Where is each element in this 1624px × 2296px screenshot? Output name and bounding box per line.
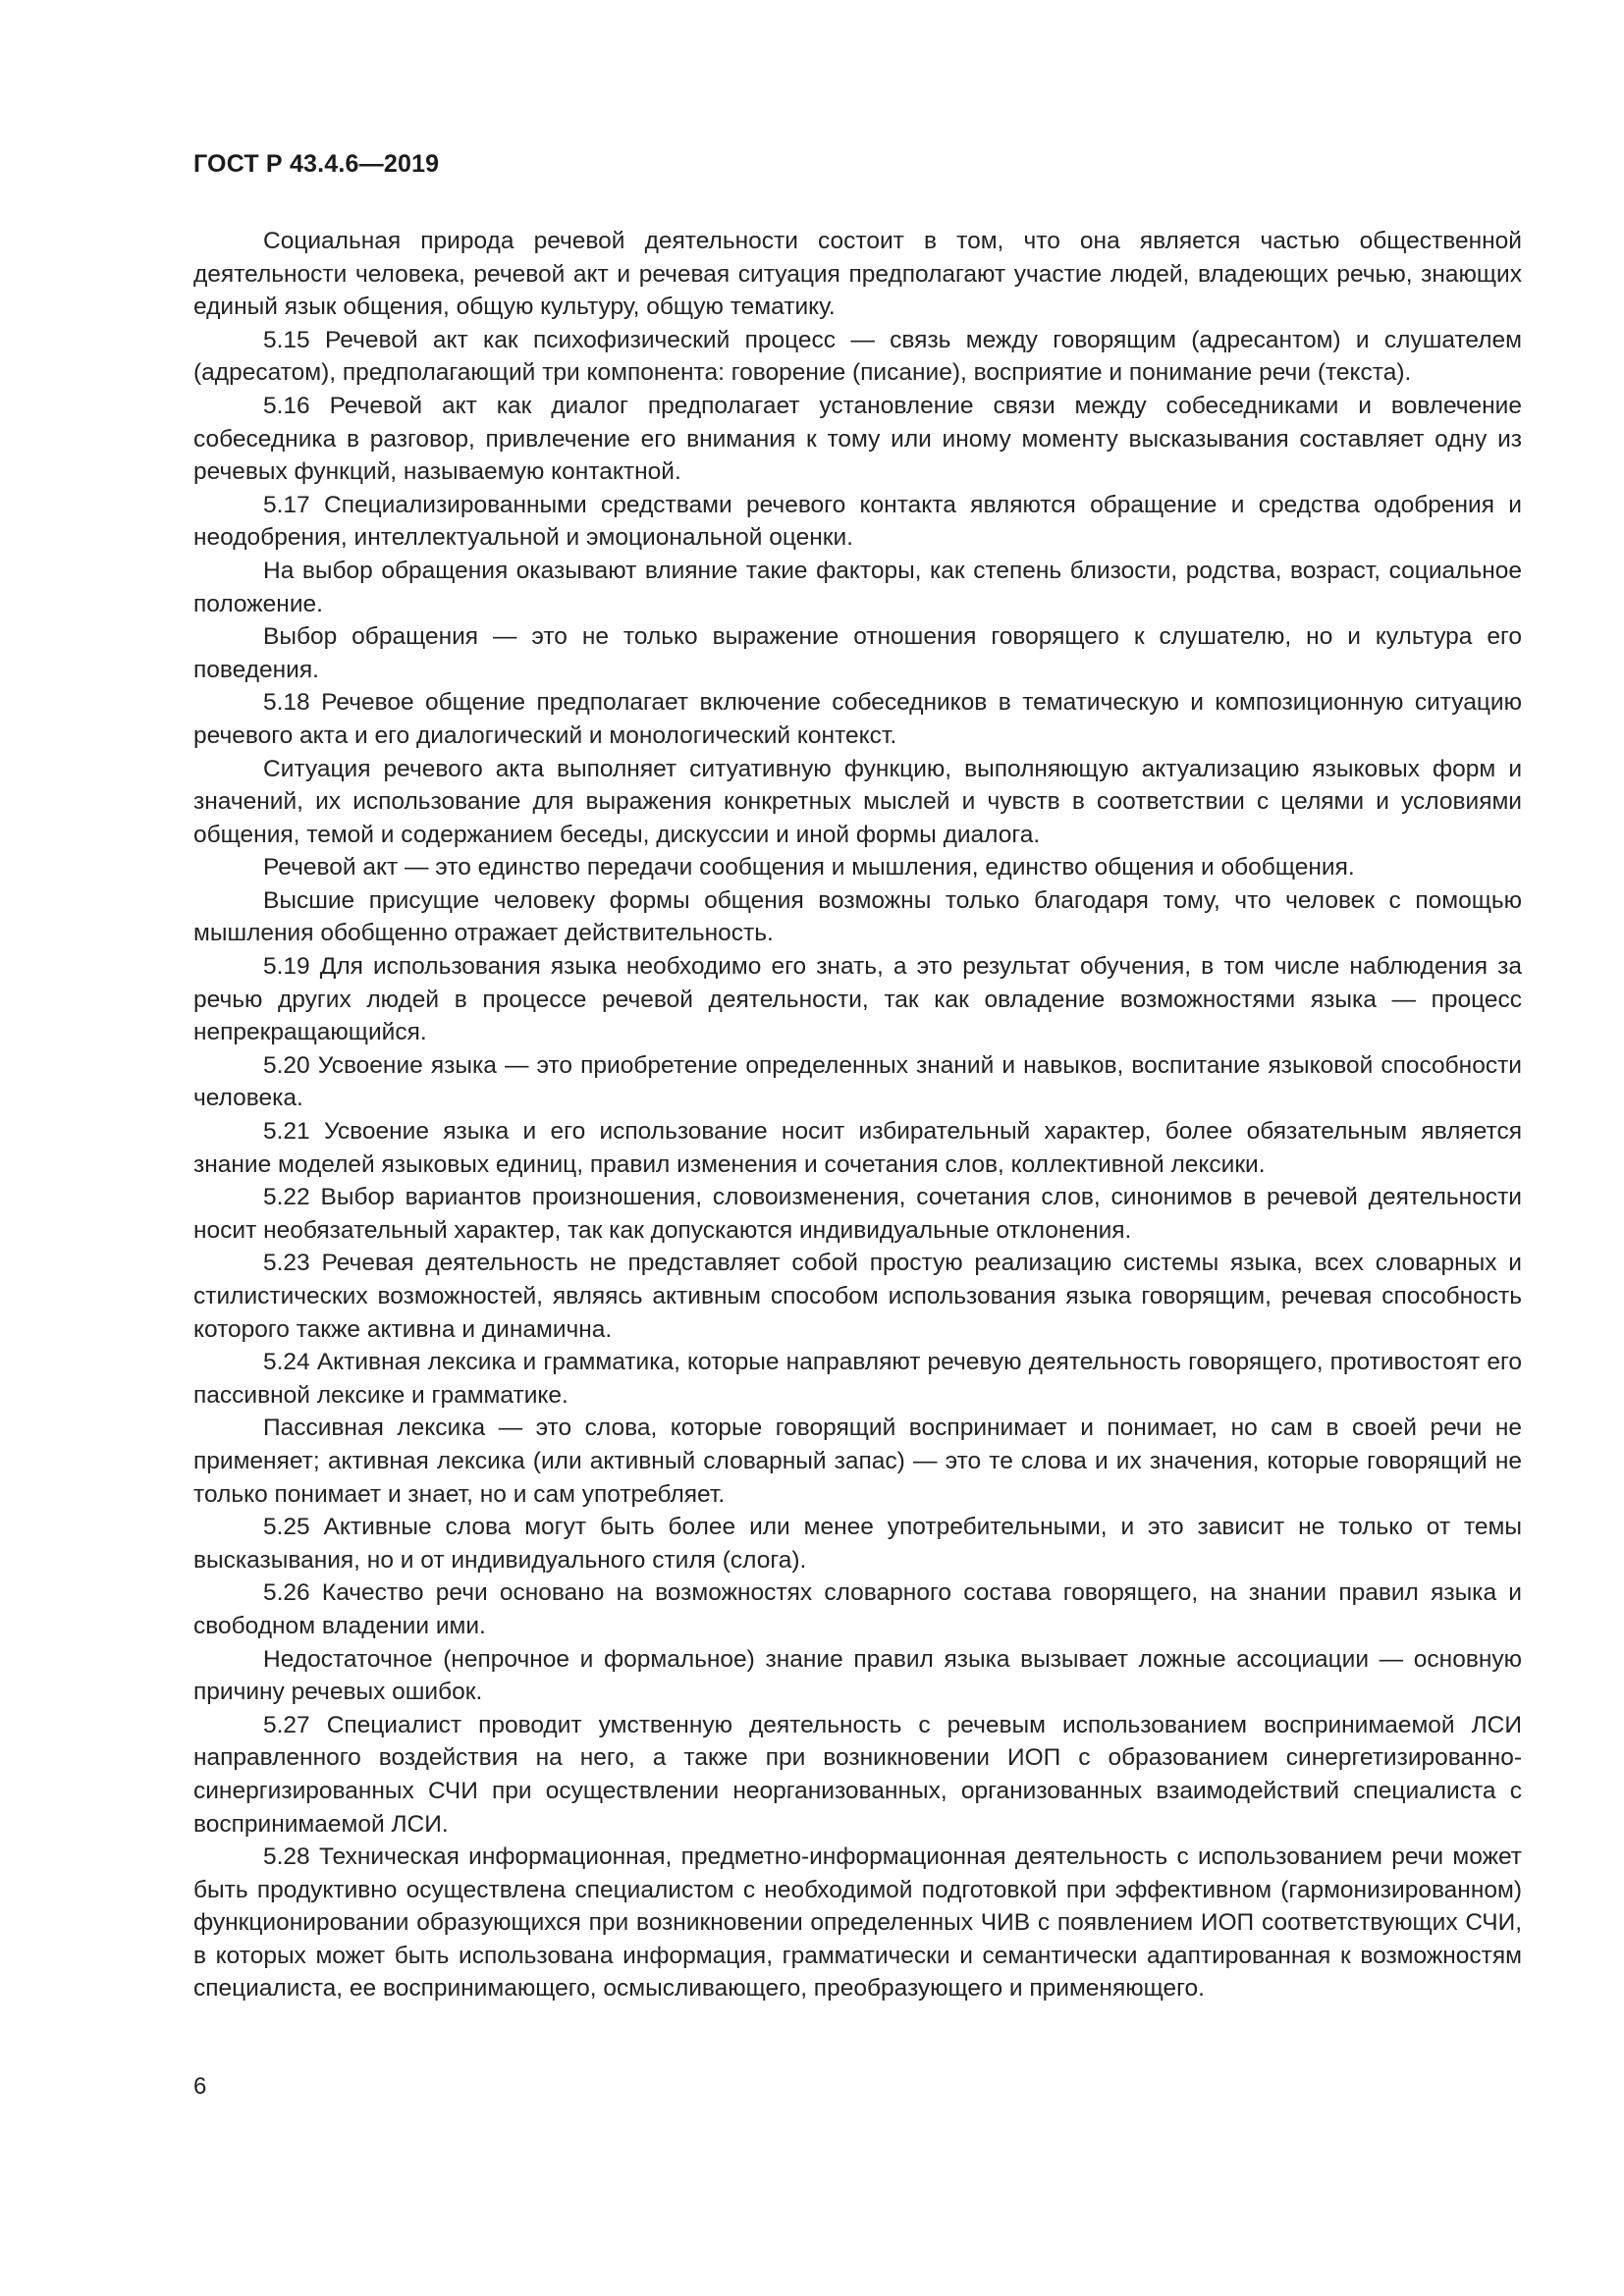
paragraph: 5.23 Речевая деятельность не представляет собой простую реализацию системы языка, всех словарных и стилистических возможностей, являясь активным способом использования языка говорящим, речевая способность которого также активна и динамична. xyxy=(193,1250,1522,1343)
paragraph: 5.25 Активные слова могут быть более или менее употребительными, и это зависит не только от темы высказывания, но и от индивидуального стиля (слога). xyxy=(193,1514,1522,1574)
paragraph: 5.19 Для использования языка необходимо его знать, а это результат обучения, в том числе наблюдения за речью других людей в процессе речевой деятельности, так как овладение возможностями языка — процесс непрекращающийся. xyxy=(193,953,1522,1046)
paragraph: 5.20 Усвоение языка — это приобретение определенных знаний и навыков, воспитание языковой способности человека. xyxy=(193,1051,1522,1112)
paragraph: 5.18 Речевое общение предполагает включение собеседников в тематическую и композиционную ситуацию речевого акта и его диалогический и монологический контекст. xyxy=(193,689,1522,749)
paragraph: 5.27 Специалист проводит умственную деятельность с речевым использованием воспринимаемой ЛСИ направленного воздействия на него, а также при возникновении ИОП с образованием синергетизированно-синергизированных СЧИ при осуществлении неорганизованных, организованных взаимодействий специалиста с воспринимаемой ЛСИ. xyxy=(193,1711,1522,1838)
paragraph: 5.26 Качество речи основано на возможностях словарного состава говорящего, на знании правил языка и свободном владении ими. xyxy=(193,1579,1522,1639)
paragraph: 5.17 Специализированными средствами речевого контакта являются обращение и средства одобрения и неодобрения, интеллектуальной и эмоциональной оценки. xyxy=(193,491,1522,552)
paragraph: 5.15 Речевой акт как психофизический процесс — связь между говорящим (адресантом) и слушателем (адресатом), предполагающий три компонента: говорение (писание), восприятие и понимание речи (текста). xyxy=(193,326,1522,387)
paragraph: Недостаточное (непрочное и формальное) знание правил языка вызывает ложные ассоциации — основную причину речевых ошибок. xyxy=(193,1645,1522,1706)
paragraph: 5.22 Выбор вариантов произношения, словоизменения, сочетания слов, синонимов в речевой деятельности носит необязательный характер, так как допускаются индивидуальные отклонения. xyxy=(193,1184,1522,1244)
paragraph: Социальная природа речевой деятельности состоит в том, что она является частью общественной деятельности человека, речевой акт и речевая ситуация предполагают участие людей, владеющих речью, знающих единый язык общения, общую культуру, общую тематику. xyxy=(193,228,1522,321)
page-number: 6 xyxy=(193,2073,207,2100)
paragraph: 5.16 Речевой акт как диалог предполагает установление связи между собеседниками и вовлечение собеседника в разговор, привлечение его внимания к тому или иному моменту высказывания составляет одну из речевых функций, называемую контактной. xyxy=(193,392,1522,486)
paragraph: 5.28 Техническая информационная, предметно-информационная деятельность с использованием речи может быть продуктивно осуществлена специалистом с необходимой подготовкой при эффективном (гармонизированном) функционировании образующихся при возникновении определенных ЧИВ с появлением ИОП соответствующих СЧИ, в которых может быть использована информация, грамматически и семантически адаптированная к возможностям специалиста, ее воспринимающего, осмысливающего, преобразующего и применяющего. xyxy=(193,1843,1522,2002)
paragraph: 5.24 Активная лексика и грамматика, которые направляют речевую деятельность говорящего, противостоят его пассивной лексике и грамматике. xyxy=(193,1349,1522,1409)
paragraph: Ситуация речевого акта выполняет ситуативную функцию, выполняющую актуализацию языковых форм и значений, их использование для выражения конкретных мыслей и чувств в соответствии с целями и условиями общения, темой и содержанием беседы, дискуссии и иной формы диалога. xyxy=(193,755,1522,848)
paragraph: Высшие присущие человеку формы общения возможны только благодаря тому, что человек с помощью мышления обобщенно отражает действительность. xyxy=(193,886,1522,947)
paragraph: Выбор обращения — это не только выражение отношения говорящего к слушателю, но и культура его поведения. xyxy=(193,623,1522,683)
paragraph: На выбор обращения оказывают влияние такие факторы, как степень близости, родства, возраст, социальное положение. xyxy=(193,557,1522,617)
document-header: ГОСТ Р 43.4.6—2019 xyxy=(193,150,440,178)
paragraph: Речевой акт — это единство передачи сообщения и мышления, единство общения и обобщения. xyxy=(263,854,1355,881)
paragraph: Пассивная лексика — это слова, которые говорящий воспринимает и понимает, но сам в своей речи не применяет; активная лексика (или активный словарный запас) — это те слова и их значения, которые говорящий не только понимает и знает, но и сам употребляет. xyxy=(193,1415,1522,1508)
document-body xyxy=(193,225,1522,2005)
paragraph: 5.21 Усвоение языка и его использование носит избирательный характер, более обязательным является знание моделей языковых единиц, правил изменения и сочетания слов, коллективной лексики. xyxy=(193,1118,1522,1178)
